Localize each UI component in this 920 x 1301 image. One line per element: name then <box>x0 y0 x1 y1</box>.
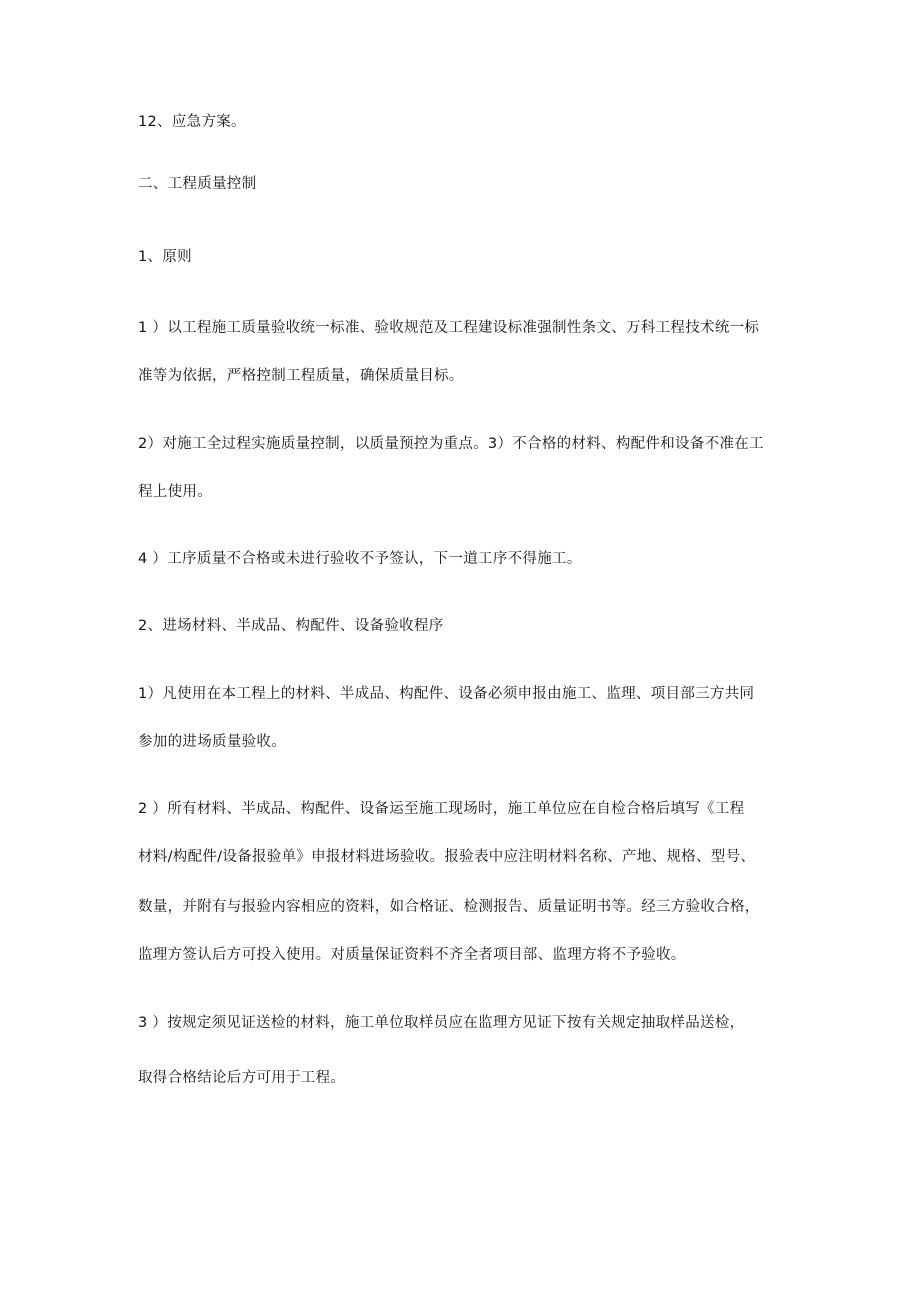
section-2-heading: 二、工程质量控制 <box>138 176 257 192</box>
principle-1-line-1: 1 ）以工程施工质量验收统一标准、验收规范及工程建设标准强制性条文、万科工程技术统一标 <box>138 320 760 336</box>
principle-2-3-line-1: 2）对施工全过程实施质量控制，以质量预控为重点。3）不合格的材料、构配件和设备不准在工 <box>138 436 764 452</box>
subsection-1-principles: 1、原则 <box>138 249 192 265</box>
procedure-2-line-4: 监理方签认后方可投入使用。对质量保证资料不齐全者项目部、监理方将不予验收。 <box>138 947 686 963</box>
item-12-emergency-plan: 12、应急方案。 <box>138 114 246 130</box>
procedure-1-line-2: 参加的进场质量验收。 <box>138 734 286 750</box>
procedure-2-line-1: 2 ）所有材料、半成品、构配件、设备运至施工现场时，施工单位应在自检合格后填写《工程 <box>138 801 745 817</box>
procedure-3-line-2: 取得合格结论后方可用于工程。 <box>138 1070 346 1086</box>
procedure-2-line-2: 材料/构配件/设备报验单》申报材料进场验收。报验表中应注明材料名称、产地、规格、型号、 <box>138 849 756 865</box>
procedure-1-line-1: 1）凡使用在本工程上的材料、半成品、构配件、设备必须申报由施工、监理、项目部三方共同 <box>138 686 755 702</box>
procedure-3-line-1: 3 ）按规定须见证送检的材料，施工单位取样员应在监理方见证下按有关规定抽取样品送检， <box>138 1015 745 1031</box>
principle-1-line-2: 准等为依据，严格控制工程质量，确保质量目标。 <box>138 368 464 384</box>
principle-4: 4 ）工序质量不合格或未进行验收不予签认，下一道工序不得施工。 <box>138 551 582 567</box>
subsection-2-heading: 2、进场材料、半成品、构配件、设备验收程序 <box>138 618 444 634</box>
procedure-2-line-3: 数量，并附有与报验内容相应的资料，如合格证、检测报告、质量证明书等。经三方验收合格， <box>138 899 760 915</box>
principle-2-3-line-2: 程上使用。 <box>138 484 212 500</box>
